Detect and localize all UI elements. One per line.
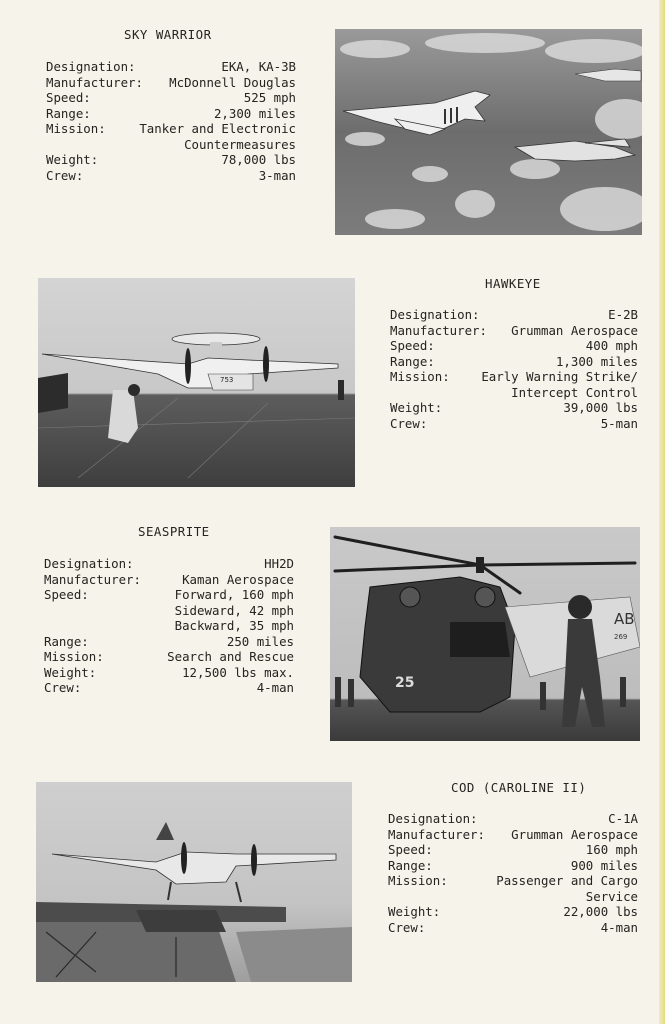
spec-value: 400 mph — [585, 338, 638, 353]
spec-row-range — [46, 106, 296, 122]
spec-row-weight — [44, 665, 294, 681]
spec-row-crew — [388, 920, 638, 936]
spec-row-mission — [390, 369, 638, 400]
sky-warrior-title: SKY WARRIOR — [124, 27, 212, 42]
spec-label: Range: — [44, 633, 89, 649]
cod-title: COD (CAROLINE II) — [451, 780, 587, 795]
spec-value: 78,000 lbs — [221, 152, 296, 167]
spec-value: 525 mph — [243, 90, 296, 105]
spec-row-speed — [390, 338, 638, 354]
spec-value: C-1A — [608, 811, 638, 826]
spec-label: Mission: — [44, 649, 104, 664]
spec-value: 39,000 lbs — [563, 400, 638, 415]
hawkeye-title: HAWKEYE — [485, 276, 541, 291]
spec-value: 250 miles — [226, 633, 294, 649]
spec-value: 1,300 miles — [555, 353, 638, 369]
spec-value: HH2D — [264, 556, 294, 571]
spec-value: Tanker and Electronic Countermeasures — [139, 121, 296, 152]
spec-label: Speed: — [388, 842, 433, 857]
seasprite-nose-number: 25 — [395, 675, 415, 691]
spec-label: Designation: — [388, 811, 478, 826]
spec-label: Crew: — [390, 415, 428, 431]
spec-row-manufacturer — [46, 75, 296, 91]
spec-row-manufacturer — [390, 323, 638, 339]
spec-label: Mission: — [390, 369, 450, 384]
hawkeye-specs — [390, 307, 638, 431]
spec-label: Speed: — [46, 90, 91, 105]
sky-warrior-specs — [46, 59, 296, 183]
spec-value: Grumman Aerospace — [511, 826, 638, 842]
spec-row-range — [388, 858, 638, 874]
spec-label: Mission: — [46, 121, 106, 136]
spec-value: 22,000 lbs — [563, 904, 638, 919]
seasprite-title: SEASPRITE — [138, 524, 210, 539]
spec-label: Mission: — [388, 873, 448, 888]
spec-row-crew — [46, 168, 296, 184]
spec-value: Search and Rescue — [167, 649, 294, 664]
spec-label: Crew: — [388, 919, 426, 935]
spec-row-designation — [44, 556, 294, 572]
seasprite-specs — [44, 556, 294, 696]
spec-label: Manufacturer: — [44, 571, 141, 587]
spec-row-speed — [44, 587, 294, 634]
spec-label: Speed: — [44, 587, 89, 602]
spec-value: Forward, 160 mph Sideward, 42 mph Backward, 35 mph — [174, 587, 294, 633]
spec-value: EKA, KA-3B — [221, 59, 296, 74]
spec-label: Range: — [390, 353, 435, 369]
spec-label: Manufacturer: — [46, 74, 143, 90]
spec-label: Crew: — [44, 680, 82, 695]
sky-warrior-photo-image — [335, 29, 642, 235]
spec-row-range — [44, 634, 294, 650]
hawkeye-photo-image — [38, 278, 355, 487]
spec-value: 5-man — [600, 415, 638, 431]
spec-label: Weight: — [44, 664, 97, 680]
spec-label: Manufacturer: — [388, 826, 485, 842]
spec-row-crew — [390, 416, 638, 432]
spec-row-range — [390, 354, 638, 370]
seasprite-photo — [330, 527, 640, 741]
background-tail-code: AB — [614, 610, 635, 628]
spec-label: Crew: — [46, 167, 84, 183]
background-tail-number: 269 — [614, 633, 628, 641]
spec-label: Weight: — [388, 904, 441, 919]
page-edge — [659, 0, 665, 1024]
cod-photo — [36, 782, 352, 982]
spec-label: Designation: — [44, 556, 134, 571]
spec-row-weight — [46, 152, 296, 168]
spec-value: 3-man — [258, 167, 296, 183]
spec-value: 160 mph — [585, 842, 638, 857]
spec-value: Kaman Aerospace — [182, 571, 294, 587]
cod-specs — [388, 811, 638, 935]
sky-warrior-photo — [335, 29, 642, 235]
spec-value: 4-man — [600, 919, 638, 935]
cod-photo-image — [36, 782, 352, 982]
spec-row-weight — [388, 904, 638, 920]
spec-row-mission — [388, 873, 638, 904]
spec-row-manufacturer — [44, 572, 294, 588]
spec-row-designation — [390, 307, 638, 323]
spec-label: Designation: — [390, 307, 480, 322]
spec-value: McDonnell Douglas — [169, 74, 296, 90]
spec-value: Passenger and Cargo Service — [496, 873, 638, 904]
spec-row-speed — [46, 90, 296, 106]
hawkeye-tail-number: 753 — [220, 376, 234, 384]
spec-row-manufacturer — [388, 827, 638, 843]
spec-row-weight — [390, 400, 638, 416]
spec-value: 12,500 lbs max. — [182, 664, 294, 680]
spec-row-speed — [388, 842, 638, 858]
spec-label: Weight: — [46, 152, 99, 167]
spec-label: Designation: — [46, 59, 136, 74]
spec-row-designation — [388, 811, 638, 827]
spec-row-designation — [46, 59, 296, 75]
spec-label: Manufacturer: — [390, 322, 487, 338]
spec-value: 2,300 miles — [213, 105, 296, 121]
spec-value: E-2B — [608, 307, 638, 322]
hawkeye-photo — [38, 278, 355, 487]
spec-value: 900 miles — [570, 857, 638, 873]
spec-row-mission — [46, 121, 296, 152]
spec-label: Speed: — [390, 338, 435, 353]
seasprite-photo-image — [330, 527, 640, 741]
spec-label: Range: — [388, 857, 433, 873]
spec-value: Early Warning Strike/ Intercept Control — [481, 369, 638, 400]
spec-label: Weight: — [390, 400, 443, 415]
spec-label: Range: — [46, 105, 91, 121]
spec-row-mission — [44, 649, 294, 665]
spec-value: Grumman Aerospace — [511, 322, 638, 338]
spec-value: 4-man — [256, 680, 294, 695]
spec-row-crew — [44, 680, 294, 696]
